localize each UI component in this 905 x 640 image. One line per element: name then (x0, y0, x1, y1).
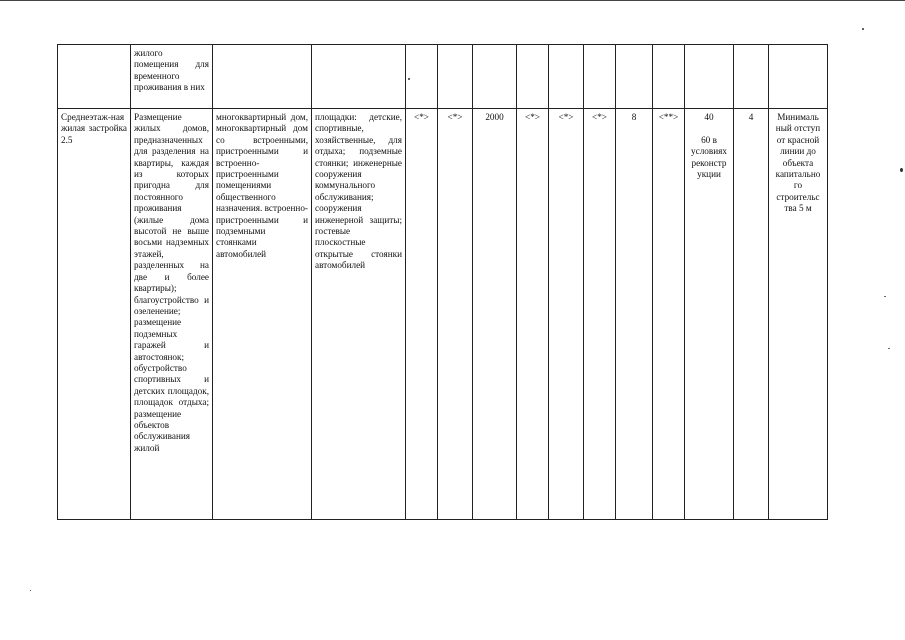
scan-edge-line (0, 0, 905, 1)
table-cell (685, 45, 734, 109)
scan-speck (30, 590, 31, 591)
table-cell (769, 45, 828, 109)
scan-speck (888, 348, 890, 349)
table-cell (312, 45, 406, 109)
param-cell: <*> (584, 109, 616, 520)
table-cell (213, 45, 312, 109)
main-objects-cell: многоквартирный дом, многоквартирный дом со встроенными, пристроенными и встроенно-пристроенными помещениями общественного назначения. встроенно-пристроенными и подземными стоянками автомобилей (213, 109, 312, 520)
param-cell: <*> (549, 109, 584, 520)
scan-speck (900, 168, 903, 172)
zone-name-cell: Среднеэтаж-ная жилая застройка 2.5 (58, 109, 131, 520)
param-cell: 8 (616, 109, 653, 520)
table-cell (517, 45, 549, 109)
table-cell (58, 45, 131, 109)
param-cell: 40 60 в условиях реконстр укции (685, 109, 734, 520)
table-cell (406, 45, 438, 109)
param-cell: 4 (734, 109, 769, 520)
table-cell (734, 45, 769, 109)
table-row (58, 109, 828, 520)
scan-speck (862, 28, 864, 30)
table-cell (549, 45, 584, 109)
description-cell: Размещение жилых домов, предназначенных для разделения на квартиры, каждая из которых пригодна для постоянного проживания (жилые дома высотой не выше восьми надземных этажей, разделенных на две и более квартиры); благоустройство и озеленение; размещение подземных гаражей и автостоянок; обустройство спортивных и детских площадок, площадок отдыха; размещение объектов обслуживания жилой (131, 109, 213, 520)
scan-speck (408, 78, 410, 80)
land-use-regulations-table (57, 44, 828, 520)
table-row (58, 45, 828, 109)
table-cell (653, 45, 685, 109)
table-cell (473, 45, 517, 109)
scan-speck (884, 296, 886, 297)
param-cell: <*> (438, 109, 473, 520)
table-cell (584, 45, 616, 109)
setback-cell: Минималь ный отступ от красной линии до объекта капитально го строительс тва 5 м (769, 109, 828, 520)
param-cell: <*> (406, 109, 438, 520)
auxiliary-objects-cell: площадки: детские, спортивные, хозяйственные, для отдыха; подземные стоянки; инженерные сооружения коммунального обслуживания; сооружения инженерной защиты; гостевые плоскостные открытые стоянки автомобилей (312, 109, 406, 520)
param-cell: <**> (653, 109, 685, 520)
param-cell: 2000 (473, 109, 517, 520)
table-cell (616, 45, 653, 109)
param-cell: <*> (517, 109, 549, 520)
table-cell: жилого помещения для временного проживания в них (131, 45, 213, 109)
table-cell (438, 45, 473, 109)
